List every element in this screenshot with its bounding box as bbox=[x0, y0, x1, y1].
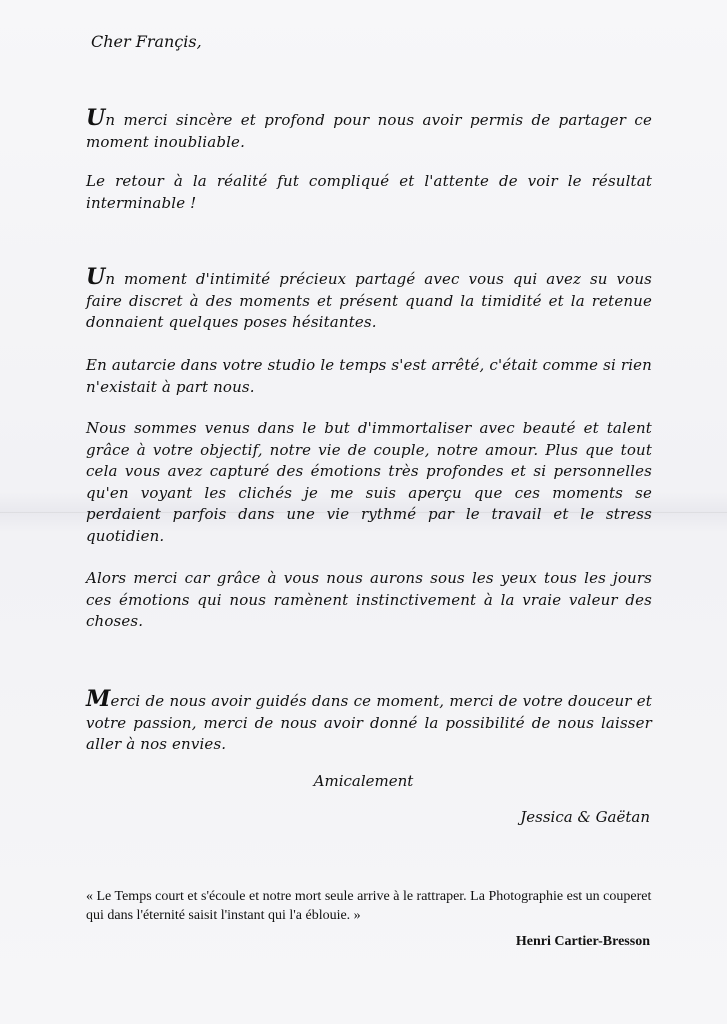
paragraph-text: erci de nous avoir guidés dans ce moment, merci de votre douceur et votre passion, merci de nous avoir donné la possibilité de nous laisser aller à nos envies. bbox=[86, 692, 652, 753]
paragraph-7 bbox=[86, 688, 652, 756]
paragraph-text: n merci sincère et profond pour nous avoir permis de partager ce moment inoubliable. bbox=[86, 111, 652, 151]
drop-cap: U bbox=[86, 264, 106, 290]
salutation: Cher Françis, bbox=[91, 32, 202, 51]
closing: Amicalement bbox=[313, 772, 414, 790]
drop-cap: U bbox=[86, 105, 106, 131]
paragraph-text: n moment d'intimité précieux partagé avec vous qui avez su vous faire discret à des moments et présent quand la timidité et la retenue donnaient quelques poses hésitantes. bbox=[86, 270, 652, 331]
paragraph-4 bbox=[86, 355, 652, 398]
paragraph-1 bbox=[86, 107, 652, 153]
paragraph-2 bbox=[86, 171, 652, 214]
drop-cap: M bbox=[86, 686, 111, 712]
signature: Jessica & Gaëtan bbox=[520, 808, 650, 826]
paragraph-3 bbox=[86, 266, 652, 334]
paragraph-text: En autarcie dans votre studio le temps s'est arrêté, c'était comme si rien n'existait à part nous. bbox=[86, 356, 652, 396]
quote-text: « Le Temps court et s'écoule et notre mort seule arrive à le rattraper. La Photographie est un couperet qui dans l'éternité saisit l'instant qui l'a éblouie. » bbox=[86, 889, 652, 923]
paragraph-text: Alors merci car grâce à vous nous aurons sous les yeux tous les jours ces émotions qui nous ramènent instinctivement à la vraie valeur des choses. bbox=[86, 569, 652, 630]
paragraph-text: Nous sommes venus dans le but d'immortaliser avec beauté et talent grâce à votre objectif, notre vie de couple, notre amour. Plus que tout cela vous avez capturé des émotions très profondes et si personnelles qu'en voyant les clichés je me suis aperçu que ces moments se perdaient parfois dans une vie rythmé par le travail et le stress quotidien. bbox=[86, 419, 652, 545]
paragraph-6 bbox=[86, 568, 652, 633]
paragraph-text: Le retour à la réalité fut compliqué et l'attente de voir le résultat interminable ! bbox=[86, 172, 652, 212]
paragraph-5 bbox=[86, 418, 652, 547]
quote-author: Henri Cartier-Bresson bbox=[515, 934, 650, 949]
